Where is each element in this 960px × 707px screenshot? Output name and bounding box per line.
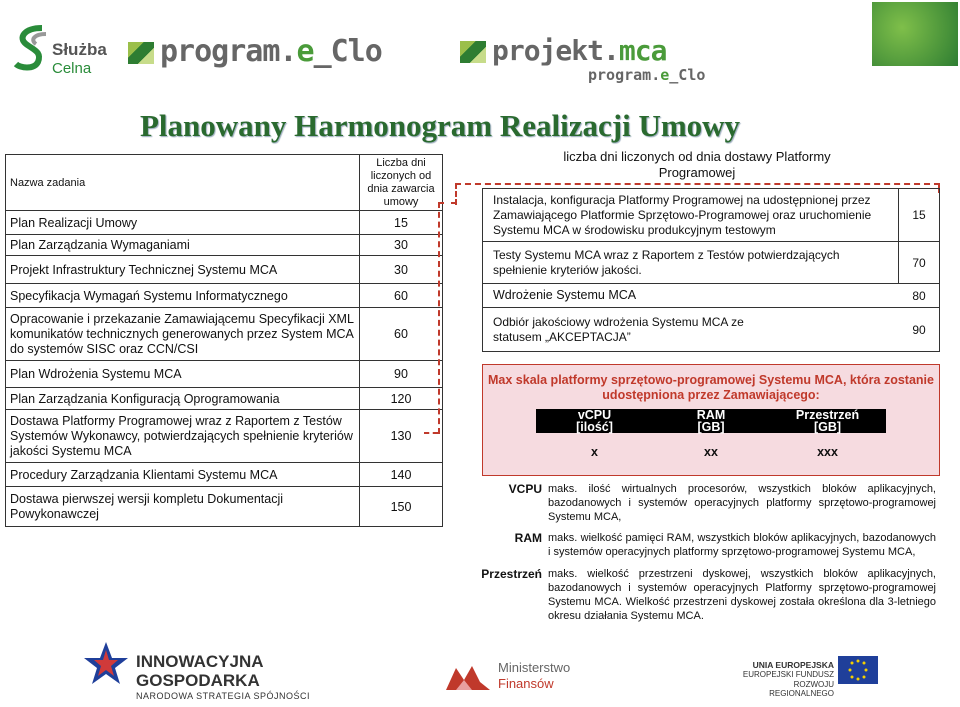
table-header-row xyxy=(6,155,442,210)
sluzba-celna-logo-icon xyxy=(12,24,52,72)
ig-line3: NARODOWA STRATEGIA SPÓJNOŚCI xyxy=(136,691,311,701)
table-row xyxy=(6,409,442,462)
milestone-row xyxy=(482,188,940,242)
projekt-mca-sublogo: program.e_Clo xyxy=(588,66,706,84)
row-name: Plan Realizacji Umowy xyxy=(10,215,138,230)
ministerstwo-finansow-logo-icon xyxy=(446,664,490,690)
ue-line1: UNIA EUROPEJSKA xyxy=(752,660,834,670)
table-row xyxy=(6,462,442,486)
row-days: 130 xyxy=(390,429,412,443)
projekt-mca-logo: projekt.mca xyxy=(460,34,666,67)
spec-col-vcpu: vCPU [ilość] xyxy=(576,408,613,434)
row-days: 90 xyxy=(394,367,408,381)
spec-col-ram: RAM [GB] xyxy=(696,408,726,434)
connector-line xyxy=(424,432,438,434)
milestone-days: 15 xyxy=(912,208,926,222)
row-days: 140 xyxy=(390,467,412,482)
milestone-row xyxy=(482,284,940,308)
row-name: Procedury Zarządzania Klientami Systemu MCA xyxy=(10,467,278,482)
table-row xyxy=(6,234,442,255)
row-name: Plan Zarządzania Konfiguracją Oprogramowania xyxy=(10,391,280,406)
timeline-heading: liczba dni liczonych od dnia dostawy Platformy Programowej xyxy=(563,149,831,180)
platform-scale-panel xyxy=(482,364,940,476)
def-label-storage: Przestrzeń xyxy=(481,567,542,581)
spec-col-storage: Przestrzeń [GB] xyxy=(795,408,860,434)
sluzba-celna-line1: Służba xyxy=(52,40,107,59)
def-label-ram: RAM xyxy=(514,531,542,545)
row-days: 15 xyxy=(394,215,408,230)
milestone-days: 70 xyxy=(912,255,926,270)
platform-scale-title: Max skala platformy sprzętowo-programowej Systemu MCA, która zostanie udostępniona przez Zamawiającego: xyxy=(488,373,934,402)
table-row xyxy=(6,387,442,409)
page-title: Planowany Harmonogram Realizacji Umowy xyxy=(139,108,741,143)
milestone-text: Odbiór jakościowy wdrożenia Systemu MCA ze statusem „AKCEPTACJA” xyxy=(493,314,744,344)
row-name: Specyfikacja Wymagań Systemu Informatycznego xyxy=(10,288,288,303)
row-name: Dostawa pierwszej wersji kompletu Dokumentacji Powykonawczej xyxy=(10,492,284,521)
spec-value-storage: xxx xyxy=(817,445,838,459)
spec-value-ram: xx xyxy=(704,445,718,459)
row-name: Plan Zarządzania Wymaganiami xyxy=(10,238,190,252)
row-days: 60 xyxy=(394,288,408,303)
platform-spec-header xyxy=(536,409,886,433)
table-row xyxy=(6,486,442,527)
eu-flag-icon xyxy=(838,656,878,684)
row-name: Projekt Infrastruktury Technicznej Systemu MCA xyxy=(10,262,278,277)
def-text-storage: maks. wielkość przestrzeni dyskowej, wszystkich bloków aplikacyjnych, bazodanowych i systemów operacyjnych Platformy sprzętowo-programowej Systemu MCA. Wielkość przestrzeni dyskowej została określona dla 3-letniego okresu działania Systemu MCA. xyxy=(548,568,936,622)
schedule-table xyxy=(5,154,443,527)
milestone-text: Instalacja, konfiguracja Platformy Programowej na udostępnionej przez Zamawiającego Platformie Sprzętowo-Programowej oraz uruchomienie Systemu MCA w środowisku produkcyjnym testowym xyxy=(493,192,872,237)
ue-line3: ROZWOJU REGIONALNEGO xyxy=(769,680,834,698)
row-name: Opracowanie i przekazanie Zamawiającemu Specyfikacji XML komunikatów technicznych generowanych przez System MCA do systemów SISC oraz CCN/CSI xyxy=(10,311,354,356)
program-eclo-logo: program.e_Clo xyxy=(128,34,382,69)
mf-line1: Ministerstwo xyxy=(498,660,571,675)
table-row xyxy=(6,307,442,360)
def-text-vcpu: maks. ilość wirtualnych procesorów, wszystkich bloków aplikacyjnych, bazodanowych i systemów operacyjnych platformy sprzętowo-programowej Systemu MCA, xyxy=(548,483,936,523)
table-row xyxy=(6,283,442,307)
milestone-row xyxy=(482,308,940,352)
def-label-vcpu: VCPU xyxy=(508,482,542,496)
row-days: 60 xyxy=(394,327,408,341)
platform-spec-values xyxy=(536,445,886,463)
decorative-green-square xyxy=(872,2,958,66)
milestone-text: Wdrożenie Systemu MCA xyxy=(493,288,637,302)
projekt-logo-mark-icon xyxy=(460,41,486,63)
innowacyjna-gospodarka-logo-icon xyxy=(84,640,128,692)
def-text-ram: maks. wielkość pamięci RAM, wszystkich bloków aplikacyjnych, bazodanowych i systemów operacyjnych platformy sprzętowo-programowej Systemu MCA, xyxy=(548,532,936,558)
milestone-days: 80 xyxy=(912,288,926,303)
spec-value-vcpu: x xyxy=(591,445,598,459)
ig-line2: GOSPODARKA xyxy=(136,671,260,690)
milestone-row xyxy=(482,242,940,284)
row-days: 120 xyxy=(390,391,412,406)
ue-line2: EUROPEJSKI FUNDUSZ xyxy=(742,670,834,679)
row-name: Dostawa Platformy Programowej wraz z Raportem z Testów Systemów Wykonawcy, potwierdzających spełnienie kryteriów jakości Systemu MCA xyxy=(10,413,353,458)
table-row xyxy=(6,255,442,283)
ig-line1: INNOWACYJNA xyxy=(136,652,264,671)
table-row xyxy=(6,210,442,234)
row-days: 30 xyxy=(394,238,408,252)
connector-line xyxy=(438,202,440,434)
col-header-name: Nazwa zadania xyxy=(10,176,86,189)
sluzba-celna-line2: Celna xyxy=(52,60,92,77)
mf-line2: Finansów xyxy=(498,676,554,691)
row-days: 30 xyxy=(394,262,408,277)
row-days: 150 xyxy=(390,500,412,514)
table-row xyxy=(6,360,442,387)
row-name: Plan Wdrożenia Systemu MCA xyxy=(10,367,182,381)
col-header-days: Liczba dni liczonych od dnia zawarcia umowy xyxy=(367,156,435,208)
timeline-bracket xyxy=(455,183,940,185)
milestone-text: Testy Systemu MCA wraz z Raportem z Testów potwierdzających spełnienie kryteriów jakości. xyxy=(493,247,840,277)
program-logo-mark-icon xyxy=(128,42,154,64)
milestone-days: 90 xyxy=(912,322,926,337)
